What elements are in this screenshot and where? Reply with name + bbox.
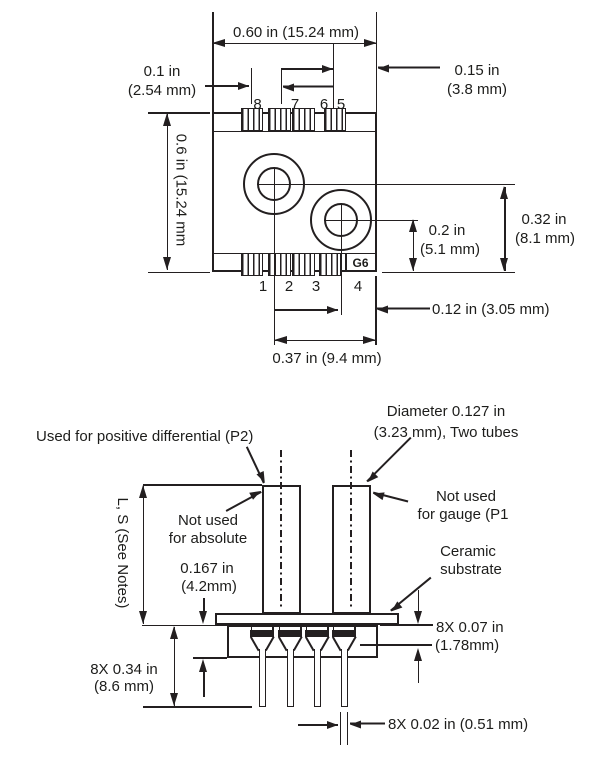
pin-label: 7 [290, 96, 300, 113]
dim-port1-label: 0.32 in [521, 211, 567, 228]
pin-label: 6 [319, 96, 329, 113]
arrowhead-icon [350, 721, 361, 729]
tube-centerline [350, 450, 352, 610]
extension-line [347, 712, 349, 745]
marking-label: G6 [352, 256, 369, 270]
dim-pitch-label: (2.54 mm) [127, 82, 197, 99]
callout-leader [226, 491, 262, 511]
callout-absolute: for absolute [168, 530, 248, 547]
pin [314, 649, 321, 707]
dim-arrow-line [418, 590, 420, 612]
pin [341, 649, 348, 707]
arrowhead-icon [365, 471, 378, 484]
arrowhead-icon [327, 721, 338, 729]
extension-line [193, 657, 227, 659]
arrowhead-icon [372, 489, 385, 499]
arrowhead-icon [256, 471, 268, 484]
dim-port1x-label: 0.37 in (9.4 mm) [272, 350, 382, 367]
dim-tube-label: (4.2mm) [181, 578, 237, 595]
dim-pin-length-label: 8X 0.34 in [90, 661, 158, 678]
pin-label: 3 [311, 278, 321, 295]
dim-arrow [298, 724, 338, 726]
dim-arrow-line [203, 672, 205, 697]
callout-leader [390, 577, 431, 611]
dim-standoff-label: (1.78mm) [435, 637, 500, 654]
dim-width-label: 0.60 in (15.24 mm) [233, 24, 359, 41]
arrowhead-down-icon [199, 611, 207, 624]
pin-solder-band [332, 630, 356, 637]
arrowhead-up-icon [199, 659, 207, 672]
callout-ceramic: Ceramic [440, 543, 496, 560]
callout-gauge: Not used [435, 488, 497, 505]
dim-offset-label: (3.8 mm) [447, 81, 507, 98]
pin-label: 1 [258, 278, 268, 295]
dim-ls-line [143, 486, 145, 624]
arrowhead-up-icon [414, 648, 422, 661]
pin-label: 2 [284, 278, 294, 295]
extension-line [340, 712, 342, 745]
callout-gauge: for gauge (P1 [417, 506, 509, 523]
pin-solder-band [278, 630, 302, 637]
dim-port2-label: (5.1 mm) [420, 241, 480, 258]
dim-tube-label: 0.167 in [180, 560, 234, 577]
arrowhead-down-icon [139, 611, 147, 624]
dim-edge-label: 0.12 in (3.05 mm) [432, 301, 550, 318]
arrowhead-down-icon [414, 611, 422, 624]
dim-leader [380, 624, 433, 626]
callout-tubes: (3.23 mm), Two tubes [373, 424, 519, 441]
arrowhead-down-icon [170, 693, 178, 706]
pin [259, 649, 266, 707]
dim-ls-label: L, S (See Notes) [114, 497, 131, 609]
callout-leader [367, 437, 412, 482]
extension-line [143, 706, 252, 708]
callout-absolute: Not used [177, 512, 239, 529]
dim-offset-label: 0.15 in [454, 62, 500, 79]
dim-pitch-label: 0.1 in [143, 63, 181, 80]
dim-pin-length-label: (8.6 mm) [94, 678, 154, 695]
dim-arrow-line [203, 598, 205, 612]
callout-ceramic: substrate [440, 561, 502, 578]
tube-centerline [280, 450, 282, 610]
dim-height-label: 0.6 in (15.24 mm [172, 133, 189, 247]
pin-label: 4 [353, 278, 363, 295]
arrowhead-icon [249, 488, 262, 500]
pin-label: 8 [253, 96, 262, 113]
pin-solder-band [305, 630, 329, 637]
dim-leader [360, 644, 432, 646]
extension-line [143, 484, 262, 486]
dim-arrow [350, 723, 385, 725]
arrowhead-up-icon [170, 626, 178, 639]
dim-arrow-line [418, 661, 420, 683]
arrowhead-up-icon [139, 485, 147, 498]
callout-leader [373, 492, 408, 502]
ceramic-substrate [215, 613, 399, 625]
callout-p2: Used for positive differential (P2) [36, 428, 254, 445]
dim-port2-label: 0.2 in [428, 222, 466, 239]
pin-solder-band [250, 630, 274, 637]
pin-label: 5 [336, 96, 346, 113]
pin [287, 649, 294, 707]
dim-standoff-label: 8X 0.07 in [436, 619, 504, 636]
dim-port1-label: (8.1 mm) [515, 230, 575, 247]
callout-leader [246, 446, 264, 483]
dim-pin-width-label: 8X 0.02 in (0.51 mm) [388, 716, 529, 733]
callout-tubes: Diameter 0.127 in [386, 403, 506, 420]
